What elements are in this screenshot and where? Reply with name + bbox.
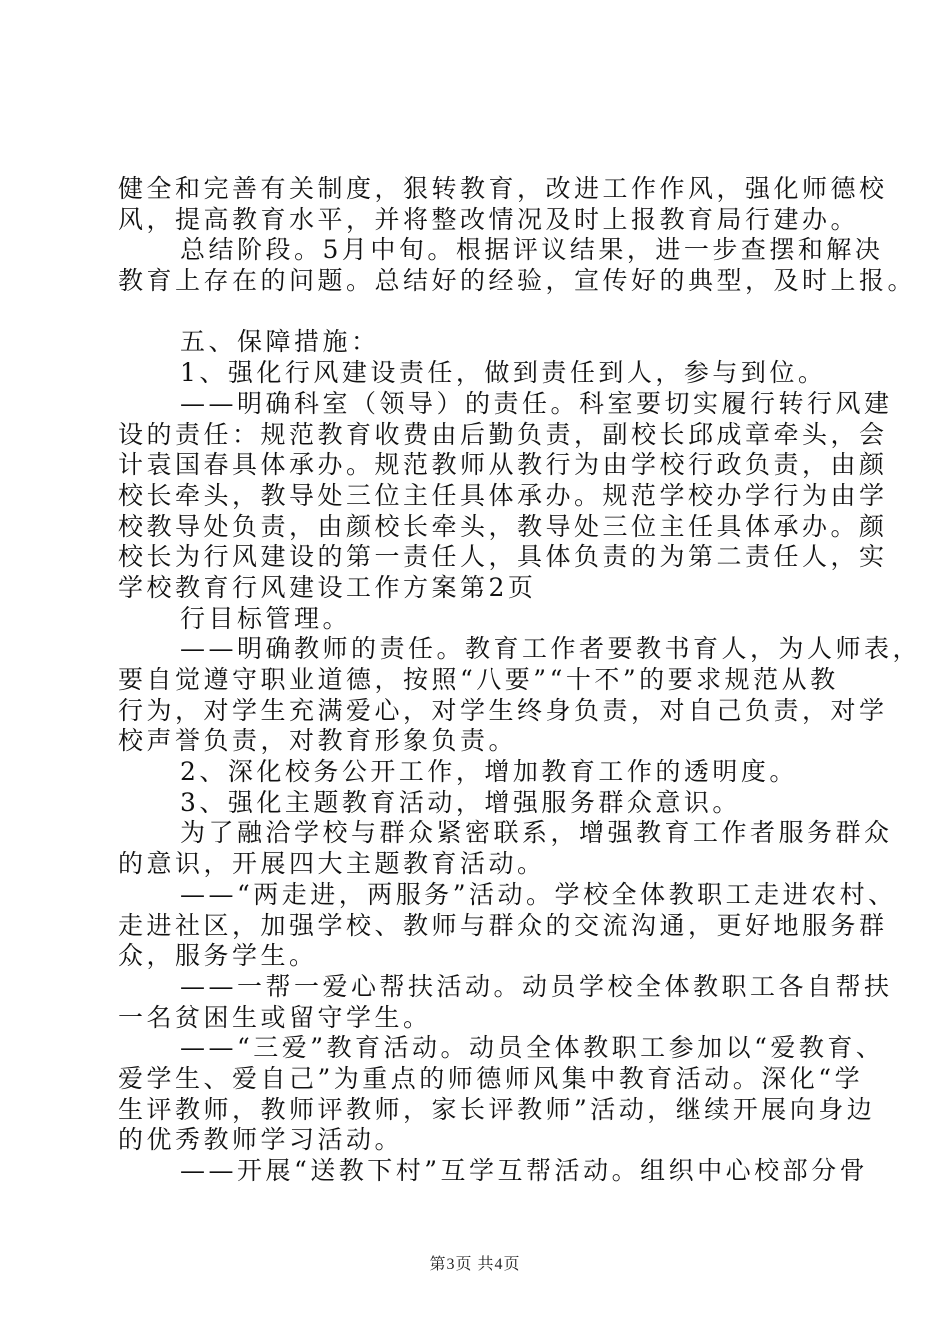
text-line: 的优秀教师学习活动。: [118, 1125, 404, 1155]
text-line: ——一帮一爱心帮扶活动。动员学校全体教职工各自帮扶: [180, 971, 893, 1001]
text-line: 行目标管理。: [180, 603, 352, 633]
text-line: ——“两走进，两服务”活动。学校全体教职工走进农村、: [180, 879, 897, 909]
paragraph-gap: [118, 297, 858, 328]
text-line: 1、强化行风建设责任，做到责任到人，参与到位。: [180, 358, 827, 388]
text-line: 一名贫困生或留守学生。: [118, 1002, 432, 1032]
text-line: 总结阶段。5月中旬。根据评议结果，进一步查摆和解决: [180, 235, 884, 265]
text-line: 众，服务学生。: [118, 941, 318, 971]
text-line: 3、强化主题教育活动，增强服务群众意识。: [180, 787, 741, 817]
text-line: ——开展“送教下村”互学互帮活动。组织中心校部分骨: [180, 1156, 869, 1185]
text-line: 爱学生、爱自己”为重点的师德师风集中教育活动。深化“学: [118, 1063, 864, 1093]
text-line: 健全和完善有关制度，狠转教育，改进工作作风，强化师德校: [118, 174, 888, 203]
page-footer: 第3页 共4页: [429, 1256, 521, 1273]
text-line: 的意识，开展四大主题教育活动。: [118, 849, 546, 879]
text-line: 2、深化校务公开工作，增加教育工作的透明度。: [180, 757, 798, 787]
text-line: 校长牵头，教导处三位主任具体承办。规范学校办学行为由学: [118, 480, 888, 510]
text-line: 教育上存在的问题。总结好的经验，宣传好的典型，及时上报。: [118, 266, 917, 296]
text-line: 设的责任：规范教育收费由后勤负责，副校长邱成章牵头，会: [118, 419, 888, 449]
text-line: 走进社区，加强学校、教师与群众的交流沟通，更好地服务群: [118, 910, 888, 940]
text-line: 校声誉负责，对教育形象负责。: [118, 726, 518, 756]
text-line: 校长为行风建设的第一责任人，具体负责的为第二责任人，实: [118, 542, 888, 572]
text-line: 五、保障措施：: [180, 327, 380, 357]
text-line: ——“三爱”教育活动。动员全体教职工参加以“爱教育、: [180, 1033, 885, 1063]
text-line: 风，提高教育水平，并将整改情况及时上报教育局行建办。: [118, 204, 860, 234]
text-line: ——明确科室（领导）的责任。科室要切实履行转行风建: [180, 388, 893, 418]
document-body: [118, 174, 922, 1187]
text-line: 为了融洽学校与群众紧密联系，增强教育工作者服务群众: [180, 818, 893, 848]
text-line: ——明确教师的责任。教育工作者要教书育人，为人师表，: [180, 634, 922, 664]
text-line: 行为，对学生充满爱心，对学生终身负责，对自己负责，对学: [118, 695, 888, 725]
text-line: 生评教师，教师评教师，家长评教师”活动，继续开展向身边: [118, 1094, 876, 1124]
text-line: 要自觉遵守职业道德，按照“八要”“十不”的要求规范从教: [118, 665, 839, 694]
text-line: 校教导处负责，由颜校长牵头，教导处三位主任具体承办。颜: [118, 511, 888, 541]
text-line: 计袁国春具体承办。规范教师从教行为由学校行政负责，由颜: [118, 450, 888, 480]
text-line: 学校教育行风建设工作方案第2页: [118, 572, 537, 602]
